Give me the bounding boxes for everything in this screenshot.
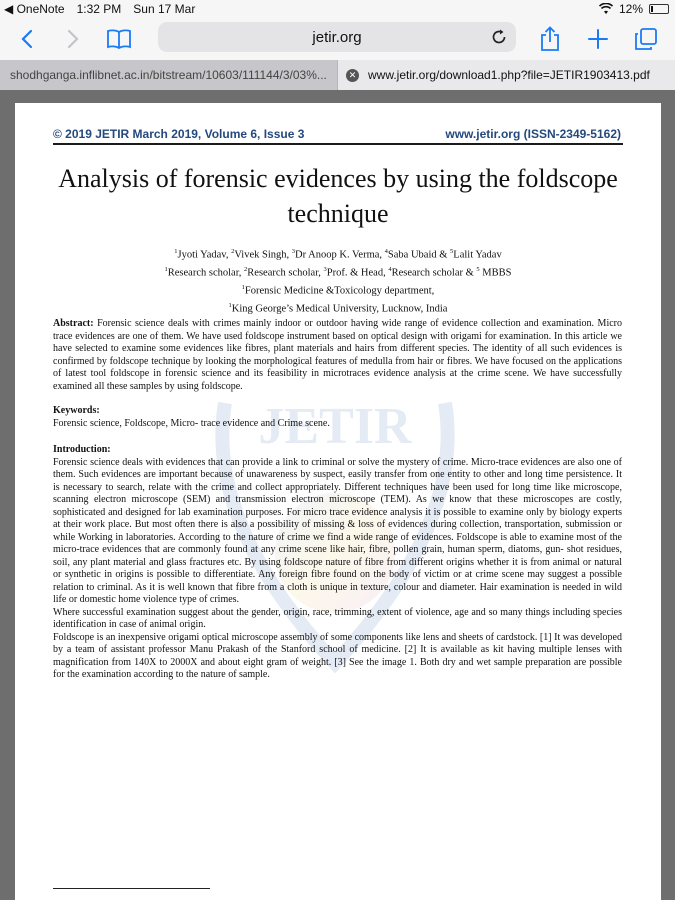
author-sup: 5: [476, 266, 480, 274]
author-name: Lalit Yadav: [453, 249, 502, 261]
new-tab-button[interactable]: [583, 24, 613, 54]
author-sup: 2: [231, 248, 235, 255]
status-date: Sun 17 Mar: [133, 2, 196, 16]
tab-label: shodhganga.inflibnet.ac.in/bitstream/10603/111144/3/03%...: [10, 68, 327, 82]
author-roles: [45, 263, 631, 281]
back-button[interactable]: [12, 24, 42, 54]
affiliation-university: [45, 299, 631, 317]
close-tab-icon[interactable]: ✕: [346, 69, 359, 82]
introduction-heading: Introduction:: [53, 444, 111, 455]
author-role: Research scholar &: [391, 267, 477, 279]
back-app-label[interactable]: OneNote: [16, 2, 65, 16]
reload-icon[interactable]: [490, 28, 508, 46]
plus-icon: [587, 28, 609, 50]
tab-shodhganga[interactable]: [0, 60, 338, 90]
author-sup: 1: [174, 248, 178, 255]
address-bar[interactable]: [158, 22, 516, 52]
paper-title: Analysis of forensic evidences by using the foldscope technique: [58, 164, 618, 228]
share-icon: [540, 26, 560, 52]
author-role: Prof. & Head,: [326, 267, 389, 279]
author-name: Dr Anoop K. Verma,: [295, 249, 385, 261]
author-role: Research scholar,: [247, 267, 324, 279]
affiliation-department: [45, 281, 631, 299]
forward-button[interactable]: [58, 24, 88, 54]
book-icon: [106, 28, 132, 50]
journal-info: © 2019 JETIR March 2019, Volume 6, Issue 3: [53, 127, 305, 141]
pdf-page[interactable]: [15, 103, 661, 900]
browser-toolbar: [0, 18, 675, 60]
introduction-paragraph: Foldscope is an inexpensive origami optical microscope assembly of some components like lens and sheets of cardstock. [1] It was developed by a team of assistant professor Manu Prakash of the Stanford school of medicine. [2] It is available as kit having multiple lenses with magnification from 140X to 2000X and about eight gram of weight. [3] See the image 1. Both dry and wet sample preparation are possible for the examination according to the nature of sample.: [53, 631, 622, 680]
author-names: [45, 245, 631, 263]
tab-jetir[interactable]: [338, 60, 675, 90]
author-sup: 3: [323, 266, 327, 274]
author-sup: 1: [228, 302, 232, 310]
back-to-app-link[interactable]: ◀ OneNote: [4, 2, 65, 16]
keywords-heading: Keywords:: [53, 405, 100, 416]
author-sup: 1: [241, 284, 245, 292]
abstract-heading: Abstract:: [53, 318, 94, 329]
keywords-section: [53, 405, 622, 430]
author-name: Vivek Singh,: [234, 249, 292, 261]
affiliation-text: King George’s Medical University, Lucknow, India: [231, 303, 448, 315]
author-sup: 4: [388, 266, 392, 274]
introduction-section: [53, 444, 622, 682]
share-button[interactable]: [535, 24, 565, 54]
watermark-text: JETIR: [258, 398, 412, 455]
footnote-rule: [53, 888, 210, 889]
tab-label: www.jetir.org/download1.php?file=JETIR1903413.pdf: [368, 68, 650, 82]
author-name: Saba Ubaid &: [387, 249, 451, 261]
status-time: 1:32 PM: [76, 2, 122, 16]
abstract-section: [53, 318, 622, 393]
tabs-icon: [634, 27, 658, 51]
author-sup: 3: [291, 248, 296, 255]
author-role: MBBS: [479, 267, 512, 279]
author-sup: 4: [384, 248, 388, 255]
battery-icon: [649, 4, 669, 14]
battery-percent: 12%: [618, 2, 643, 16]
introduction-paragraph: Forensic science deals with evidences that can provide a link to criminal or solve the mystery of crime. Micro-trace evidences are also one of them. Such evidences are important because of unawareness by suspect, easily transfer from one entity to other and long time persistence. It is necessary to search, relate with the crime and collect appropriately. Different techniques have been used for long time like microscope, scanning electron microscope (SEM) and transmission electron microscope (TEM). As we know that these microscopes are costly, sophisticated and designed for lab examination purposes. For micro trace evidence analysis it is possible to examine only by biology experts at their work place. But most often there is also a possibility of missing & loss of evidences during collection, transportation, submission or while Working in laboratories. According to the nature of crime we find a wide range of evidences. Foldscope is able to examine most of the micro-trace evidences that are commonly found at any crime scene like hair, fibre, pollen grain, human sperm, diatoms, gun- shot residues, soil, any plant material and glass fractures etc. By using foldscope nature of fibre from different origins whether it is from animal or natural or synthetic in origins is possible to differentiate. Any foreign fibre found on the body of victim or at crime scene may suggest a possible relation to criminal. As it is well known that fibre from a cloth is unique in texture, colour and diameter. Hair examination is needed in wild life or domestic home violence type of crimes.: [53, 456, 622, 605]
author-role: Research scholar,: [167, 267, 245, 279]
introduction-paragraph: Where successful examination suggest about the gender, origin, race, trimming, extent of violence, age and so many things including species identification in case of animal origin.: [53, 606, 622, 630]
wifi-icon: [599, 3, 613, 15]
author-sup: 1: [164, 266, 168, 274]
chevron-right-icon: [66, 29, 80, 49]
tab-bar: [0, 60, 675, 90]
keywords-text: Forensic science, Foldscope, Micro- trace evidence and Crime scene.: [53, 417, 330, 429]
address-bar-url: jetir.org: [312, 28, 362, 46]
author-sup: 5: [450, 248, 454, 255]
chevron-left-icon: [20, 29, 34, 49]
abstract-text: Forensic science deals with crimes mainly indoor or outdoor having wide range of evidence collection and examination. Micro trace evidences are one of them. We have used foldscope instrument based on optical design with origami for examination. In this article we have selected to examine some evidences like fibres, plant materials and hairs from different species. The identity of all such evidences is confirmed by foldscope technique by looking the morphological features of medulla from hair or fibres. We have focused on the applications of latest tool foldscope in forensic science and its feasibility in microtraces evidence analysis at the crime scene. We have successfully examined all these samples by using foldscope.: [53, 318, 622, 392]
bookmarks-button[interactable]: [104, 24, 134, 54]
status-bar: [0, 0, 675, 18]
battery-fill: [651, 6, 653, 12]
author-sup: 2: [244, 266, 248, 274]
tabs-overview-button[interactable]: [631, 24, 661, 54]
affiliation-text: Forensic Medicine &Toxicology department,: [244, 285, 435, 297]
author-name: Jyoti Yadav,: [177, 249, 232, 261]
author-block: [45, 245, 631, 317]
journal-website[interactable]: www.jetir.org (ISSN-2349-5162): [445, 127, 621, 141]
